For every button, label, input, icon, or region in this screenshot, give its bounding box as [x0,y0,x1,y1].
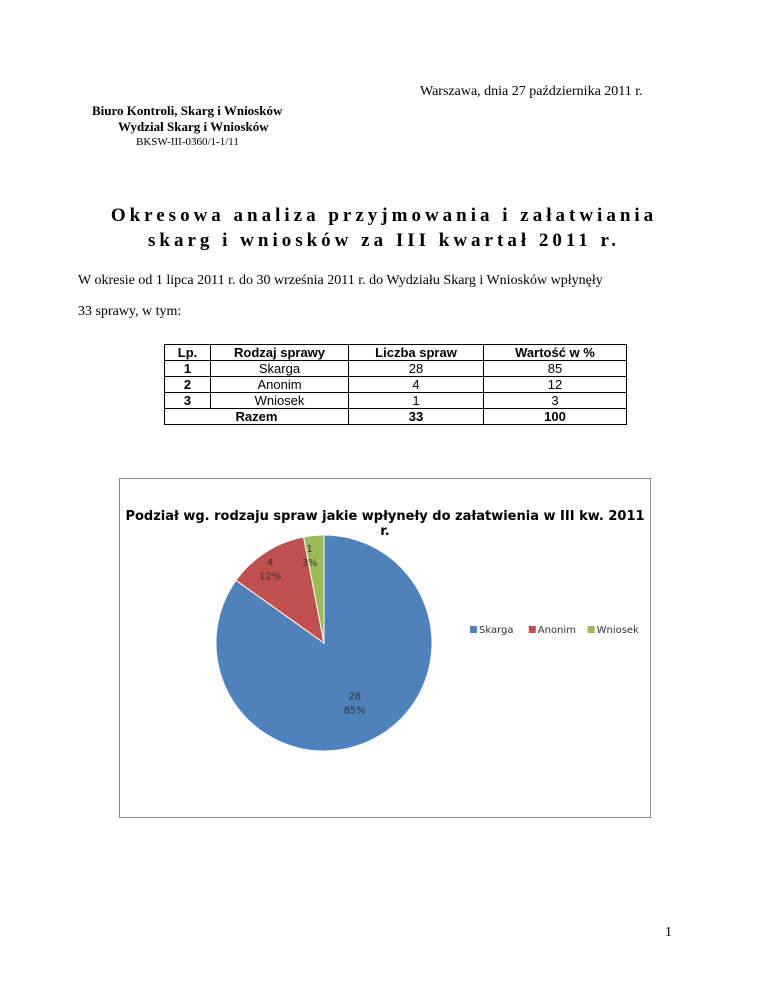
table-header-row [165,345,627,361]
cell-lp: 2 [165,377,211,393]
organization-name: Biuro Kontroli, Skarg i Wniosków [92,103,283,118]
date-line: Warszawa, dnia 27 października 2011 r. [420,84,643,99]
pie-percent-label: 12% [259,571,282,583]
department-name: Wydział Skarg i Wniosków [118,119,269,134]
table-total-row [165,409,627,425]
legend-label: Skarga [479,625,514,636]
cell-type: Wniosek [211,393,349,409]
cell-percent: 3 [484,393,627,409]
intro-paragraph-line1: W okresie od 1 lipca 2011 r. do 30 września 2011 r. do Wydziału Skarg i Wniosków wpłynęły [78,273,603,288]
document-title-line2: skarg i wniosków za III kwartał 2011 r. [147,230,620,251]
pie-value-label: 28 [348,691,362,703]
cell-lp: 3 [165,393,211,409]
reference-number: BKSW-III-0360/1-1/11 [136,136,239,148]
total-percent: 100 [484,409,627,425]
cell-count: 4 [349,377,484,393]
table-row [165,377,627,393]
pie-value-label: 1 [306,543,313,555]
cell-percent: 12 [484,377,627,393]
cell-percent: 85 [484,361,627,377]
pie-percent-label: 3% [301,557,318,569]
legend-label: Wniosek [596,625,639,636]
cell-count: 28 [349,361,484,377]
legend-label: Anonim [537,625,576,636]
header-lp: Lp. [165,345,211,361]
header-type: Rodzaj sprawy [211,345,349,361]
legend-item-wniosek [588,625,639,636]
cell-count: 1 [349,393,484,409]
summary-table [164,344,627,425]
document-title-line1: Okresowa analiza przyjmowania i załatwiania [110,205,658,226]
cell-lp: 1 [165,361,211,377]
header-count: Liczba spraw [349,345,484,361]
pie-chart-canvas [120,479,650,817]
pie-value-label: 4 [266,557,274,569]
total-label: Razem [165,409,349,425]
table-row [165,393,627,409]
header-percent: Wartość w % [484,345,627,361]
legend-swatch [470,626,477,633]
table-row [165,361,627,377]
pie-chart [119,478,651,818]
chart-title: Podział wg. rodzaju spraw jakie wpłyneły do załatwienia w III kw. 2011 r. [125,509,645,539]
cell-type: Anonim [211,377,349,393]
legend-item-skarga [470,625,514,636]
page-number: 1 [665,925,672,940]
legend-swatch [588,626,595,633]
cell-type: Skarga [211,361,349,377]
legend-item-anonim [529,625,576,636]
legend-swatch [529,626,536,633]
total-count: 33 [349,409,484,425]
intro-paragraph-line2: 33 sprawy, w tym: [78,304,182,319]
pie-percent-label: 85% [343,705,366,717]
